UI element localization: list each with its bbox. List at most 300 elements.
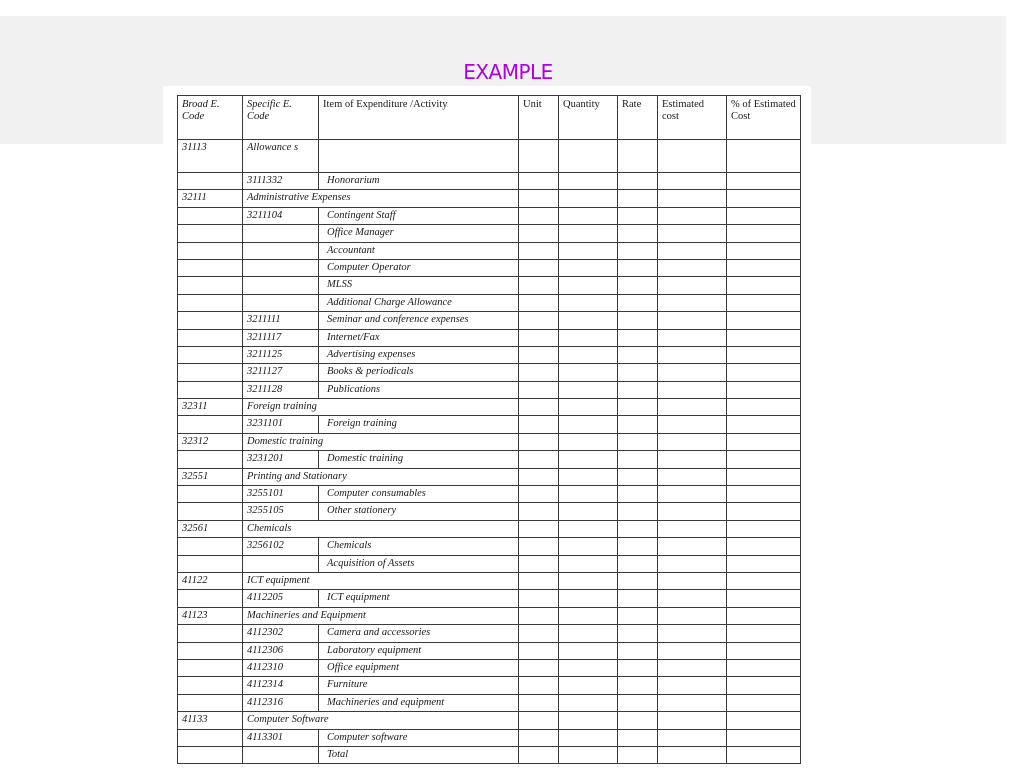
broad-code-cell (178, 729, 243, 746)
percent-cost-cell (727, 399, 801, 416)
item-cell: Chemicals (319, 538, 519, 555)
header-broad-code: Broad E. Code (178, 96, 243, 140)
table-row (178, 433, 801, 450)
quantity-cell (559, 242, 618, 259)
rate-cell (618, 242, 658, 259)
unit-cell (519, 625, 559, 642)
quantity-cell (559, 259, 618, 276)
table-row (178, 140, 801, 173)
unit-cell (519, 277, 559, 294)
quantity-cell (559, 555, 618, 572)
table-row (178, 625, 801, 642)
percent-cost-cell (727, 451, 801, 468)
percent-cost-cell (727, 712, 801, 729)
broad-code-cell (178, 451, 243, 468)
unit-cell (519, 451, 559, 468)
estimated-cost-cell (658, 572, 727, 589)
item-cell: Office Manager (319, 225, 519, 242)
quantity-cell (559, 642, 618, 659)
estimated-cost-cell (658, 294, 727, 311)
percent-cost-cell (727, 555, 801, 572)
quantity-cell (559, 538, 618, 555)
unit-cell (519, 207, 559, 224)
group-label-cell: Allowance s (243, 140, 319, 173)
unit-cell (519, 294, 559, 311)
group-label-cell: ICT equipment (243, 572, 519, 589)
quantity-cell (559, 294, 618, 311)
quantity-cell (559, 712, 618, 729)
item-cell: Office equipment (319, 659, 519, 676)
rate-cell (618, 572, 658, 589)
group-label-cell: Foreign training (243, 399, 519, 416)
item-cell: Computer Operator (319, 259, 519, 276)
slide-title: EXAMPLE (463, 60, 553, 84)
group-label-cell: Machineries and Equipment (243, 607, 519, 624)
percent-cost-cell (727, 381, 801, 398)
quantity-cell (559, 433, 618, 450)
percent-cost-cell (727, 416, 801, 433)
table-row (178, 312, 801, 329)
item-cell: Domestic training (319, 451, 519, 468)
header-quantity: Quantity (559, 96, 618, 140)
unit-cell (519, 329, 559, 346)
table-row (178, 364, 801, 381)
percent-cost-cell (727, 746, 801, 763)
specific-code-cell: 4112316 (243, 694, 319, 711)
table-row (178, 729, 801, 746)
item-cell: Additional Charge Allowance (319, 294, 519, 311)
group-label-cell: Chemicals (243, 520, 519, 537)
quantity-cell (559, 207, 618, 224)
estimated-cost-cell (658, 381, 727, 398)
quantity-cell (559, 677, 618, 694)
table-row (178, 277, 801, 294)
unit-cell (519, 381, 559, 398)
unit-cell (519, 225, 559, 242)
item-cell: Books & periodicals (319, 364, 519, 381)
specific-code-cell: 4112310 (243, 659, 319, 676)
specific-code-cell: 3211104 (243, 207, 319, 224)
specific-code-cell (243, 277, 319, 294)
percent-cost-cell (727, 694, 801, 711)
specific-code-cell: 3231201 (243, 451, 319, 468)
table-row (178, 190, 801, 207)
item-cell: Internet/Fax (319, 329, 519, 346)
percent-cost-cell (727, 572, 801, 589)
table-row (178, 294, 801, 311)
table-row (178, 381, 801, 398)
percent-cost-cell (727, 590, 801, 607)
table-row (178, 677, 801, 694)
quantity-cell (559, 173, 618, 190)
table-row (178, 225, 801, 242)
rate-cell (618, 190, 658, 207)
quantity-cell (559, 607, 618, 624)
group-label-cell: Computer Software (243, 712, 519, 729)
rate-cell (618, 642, 658, 659)
percent-cost-cell (727, 242, 801, 259)
unit-cell (519, 659, 559, 676)
table-row (178, 329, 801, 346)
percent-cost-cell (727, 433, 801, 450)
table-row (178, 607, 801, 624)
quantity-cell (559, 312, 618, 329)
broad-code-cell (178, 173, 243, 190)
unit-cell (519, 416, 559, 433)
specific-code-cell: 4112314 (243, 677, 319, 694)
rate-cell (618, 746, 658, 763)
item-cell: Laboratory equipment (319, 642, 519, 659)
quantity-cell (559, 399, 618, 416)
rate-cell (618, 555, 658, 572)
percent-cost-cell (727, 468, 801, 485)
percent-cost-cell (727, 625, 801, 642)
rate-cell (618, 381, 658, 398)
broad-code-cell (178, 677, 243, 694)
estimated-cost-cell (658, 399, 727, 416)
quantity-cell (559, 381, 618, 398)
estimated-cost-cell (658, 590, 727, 607)
quantity-cell (559, 277, 618, 294)
estimated-cost-cell (658, 468, 727, 485)
specific-code-cell: 3255105 (243, 503, 319, 520)
specific-code-cell (243, 225, 319, 242)
group-label-cell: Administrative Expenses (243, 190, 519, 207)
percent-cost-cell (727, 642, 801, 659)
budget-document (163, 86, 811, 764)
header-rate: Rate (618, 96, 658, 140)
estimated-cost-cell (658, 712, 727, 729)
broad-code-cell: 41123 (178, 607, 243, 624)
group-label-cell: Domestic training (243, 433, 519, 450)
rate-cell (618, 294, 658, 311)
unit-cell (519, 538, 559, 555)
broad-code-cell (178, 381, 243, 398)
percent-cost-cell (727, 329, 801, 346)
broad-code-cell (178, 312, 243, 329)
broad-code-cell (178, 346, 243, 363)
rate-cell (618, 538, 658, 555)
item-cell: Other stationery (319, 503, 519, 520)
item-cell: Advertising expenses (319, 346, 519, 363)
percent-cost-cell (727, 225, 801, 242)
unit-cell (519, 712, 559, 729)
quantity-cell (559, 590, 618, 607)
estimated-cost-cell (658, 642, 727, 659)
broad-code-cell (178, 486, 243, 503)
rate-cell (618, 312, 658, 329)
quantity-cell (559, 520, 618, 537)
specific-code-cell: 4112302 (243, 625, 319, 642)
unit-cell (519, 642, 559, 659)
group-label-cell: Printing and Stationary (243, 468, 519, 485)
item-cell: Camera and accessories (319, 625, 519, 642)
estimated-cost-cell (658, 746, 727, 763)
estimated-cost-cell (658, 364, 727, 381)
estimated-cost-cell (658, 225, 727, 242)
item-cell: ICT equipment (319, 590, 519, 607)
item-cell: Honorarium (319, 173, 519, 190)
percent-cost-cell (727, 538, 801, 555)
broad-code-cell (178, 277, 243, 294)
unit-cell (519, 140, 559, 173)
broad-code-cell (178, 590, 243, 607)
table-row (178, 659, 801, 676)
broad-code-cell: 31113 (178, 140, 243, 173)
specific-code-cell: 3111332 (243, 173, 319, 190)
unit-cell (519, 590, 559, 607)
rate-cell (618, 659, 658, 676)
broad-code-cell: 32311 (178, 399, 243, 416)
estimated-cost-cell (658, 173, 727, 190)
specific-code-cell (243, 242, 319, 259)
specific-code-cell: 3211128 (243, 381, 319, 398)
unit-cell (519, 694, 559, 711)
percent-cost-cell (727, 677, 801, 694)
rate-cell (618, 503, 658, 520)
broad-code-cell: 32551 (178, 468, 243, 485)
rate-cell (618, 590, 658, 607)
estimated-cost-cell (658, 329, 727, 346)
broad-code-cell: 41133 (178, 712, 243, 729)
quantity-cell (559, 486, 618, 503)
rate-cell (618, 277, 658, 294)
unit-cell (519, 486, 559, 503)
estimated-cost-cell (658, 346, 727, 363)
table-row (178, 259, 801, 276)
percent-cost-cell (727, 520, 801, 537)
table-row (178, 503, 801, 520)
item-cell: Machineries and equipment (319, 694, 519, 711)
rate-cell (618, 207, 658, 224)
table-row (178, 694, 801, 711)
table-row (178, 451, 801, 468)
rate-cell (618, 140, 658, 173)
estimated-cost-cell (658, 538, 727, 555)
item-cell: Total (319, 746, 519, 763)
item-cell: Seminar and conference expenses (319, 312, 519, 329)
broad-code-cell (178, 225, 243, 242)
specific-code-cell: 3211117 (243, 329, 319, 346)
rate-cell (618, 433, 658, 450)
table-row (178, 520, 801, 537)
broad-code-cell (178, 364, 243, 381)
unit-cell (519, 607, 559, 624)
broad-code-cell (178, 694, 243, 711)
broad-code-cell: 41122 (178, 572, 243, 589)
specific-code-cell: 4112306 (243, 642, 319, 659)
percent-cost-cell (727, 486, 801, 503)
estimated-cost-cell (658, 625, 727, 642)
estimated-cost-cell (658, 140, 727, 173)
unit-cell (519, 173, 559, 190)
estimated-cost-cell (658, 190, 727, 207)
percent-cost-cell (727, 729, 801, 746)
rate-cell (618, 729, 658, 746)
quantity-cell (559, 346, 618, 363)
rate-cell (618, 694, 658, 711)
estimated-cost-cell (658, 416, 727, 433)
unit-cell (519, 346, 559, 363)
unit-cell (519, 572, 559, 589)
estimated-cost-cell (658, 659, 727, 676)
table-row (178, 712, 801, 729)
header-item: Item of Expenditure /Activity (319, 96, 519, 140)
quantity-cell (559, 625, 618, 642)
rate-cell (618, 173, 658, 190)
quantity-cell (559, 190, 618, 207)
unit-cell (519, 242, 559, 259)
unit-cell (519, 433, 559, 450)
broad-code-cell (178, 538, 243, 555)
percent-cost-cell (727, 364, 801, 381)
rate-cell (618, 486, 658, 503)
quantity-cell (559, 416, 618, 433)
estimated-cost-cell (658, 677, 727, 694)
percent-cost-cell (727, 259, 801, 276)
item-cell: Publications (319, 381, 519, 398)
quantity-cell (559, 729, 618, 746)
table-row (178, 642, 801, 659)
quantity-cell (559, 364, 618, 381)
item-cell: Furniture (319, 677, 519, 694)
estimated-cost-cell (658, 555, 727, 572)
specific-code-cell (243, 259, 319, 276)
table-row (178, 468, 801, 485)
quantity-cell (559, 468, 618, 485)
quantity-cell (559, 503, 618, 520)
broad-code-cell (178, 207, 243, 224)
percent-cost-cell (727, 140, 801, 173)
budget-table (177, 95, 801, 764)
unit-cell (519, 468, 559, 485)
percent-cost-cell (727, 190, 801, 207)
estimated-cost-cell (658, 520, 727, 537)
unit-cell (519, 729, 559, 746)
item-cell: Foreign training (319, 416, 519, 433)
specific-code-cell: 4112205 (243, 590, 319, 607)
estimated-cost-cell (658, 207, 727, 224)
percent-cost-cell (727, 503, 801, 520)
rate-cell (618, 468, 658, 485)
quantity-cell (559, 329, 618, 346)
percent-cost-cell (727, 346, 801, 363)
broad-code-cell: 32312 (178, 433, 243, 450)
rate-cell (618, 677, 658, 694)
specific-code-cell: 3211125 (243, 346, 319, 363)
unit-cell (519, 259, 559, 276)
quantity-cell (559, 225, 618, 242)
specific-code-cell (243, 746, 319, 763)
estimated-cost-cell (658, 694, 727, 711)
quantity-cell (559, 694, 618, 711)
rate-cell (618, 416, 658, 433)
rate-cell (618, 625, 658, 642)
specific-code-cell: 4113301 (243, 729, 319, 746)
table-row (178, 486, 801, 503)
estimated-cost-cell (658, 433, 727, 450)
estimated-cost-cell (658, 312, 727, 329)
header-specific-code: Specific E. Code (243, 96, 319, 140)
broad-code-cell (178, 416, 243, 433)
table-row (178, 207, 801, 224)
estimated-cost-cell (658, 451, 727, 468)
estimated-cost-cell (658, 242, 727, 259)
broad-code-cell (178, 625, 243, 642)
header-estimated-cost: Estimated cost (658, 96, 727, 140)
unit-cell (519, 520, 559, 537)
estimated-cost-cell (658, 486, 727, 503)
quantity-cell (559, 659, 618, 676)
estimated-cost-cell (658, 277, 727, 294)
unit-cell (519, 555, 559, 572)
percent-cost-cell (727, 607, 801, 624)
broad-code-cell (178, 659, 243, 676)
rate-cell (618, 607, 658, 624)
item-cell (319, 140, 519, 173)
estimated-cost-cell (658, 503, 727, 520)
unit-cell (519, 399, 559, 416)
broad-code-cell (178, 242, 243, 259)
quantity-cell (559, 140, 618, 173)
percent-cost-cell (727, 294, 801, 311)
unit-cell (519, 746, 559, 763)
rate-cell (618, 712, 658, 729)
quantity-cell (559, 746, 618, 763)
rate-cell (618, 399, 658, 416)
table-row (178, 399, 801, 416)
item-cell: Computer software (319, 729, 519, 746)
table-row (178, 242, 801, 259)
broad-code-cell (178, 555, 243, 572)
unit-cell (519, 312, 559, 329)
percent-cost-cell (727, 659, 801, 676)
table-row (178, 173, 801, 190)
percent-cost-cell (727, 173, 801, 190)
estimated-cost-cell (658, 607, 727, 624)
table-body (178, 140, 801, 764)
table-row (178, 746, 801, 763)
rate-cell (618, 329, 658, 346)
specific-code-cell (243, 294, 319, 311)
broad-code-cell (178, 642, 243, 659)
unit-cell (519, 677, 559, 694)
table-row (178, 555, 801, 572)
item-cell: Accountant (319, 242, 519, 259)
percent-cost-cell (727, 277, 801, 294)
specific-code-cell: 3256102 (243, 538, 319, 555)
broad-code-cell: 32111 (178, 190, 243, 207)
table-row (178, 416, 801, 433)
broad-code-cell (178, 503, 243, 520)
table-row (178, 538, 801, 555)
percent-cost-cell (727, 207, 801, 224)
table-row (178, 590, 801, 607)
broad-code-cell (178, 329, 243, 346)
quantity-cell (559, 572, 618, 589)
unit-cell (519, 364, 559, 381)
broad-code-cell (178, 259, 243, 276)
rate-cell (618, 225, 658, 242)
rate-cell (618, 259, 658, 276)
percent-cost-cell (727, 312, 801, 329)
item-cell: Computer consumables (319, 486, 519, 503)
broad-code-cell (178, 746, 243, 763)
header-percent-cost: % of Estimated Cost (727, 96, 801, 140)
item-cell: Acquisition of Assets (319, 555, 519, 572)
header-row (178, 96, 801, 140)
rate-cell (618, 346, 658, 363)
